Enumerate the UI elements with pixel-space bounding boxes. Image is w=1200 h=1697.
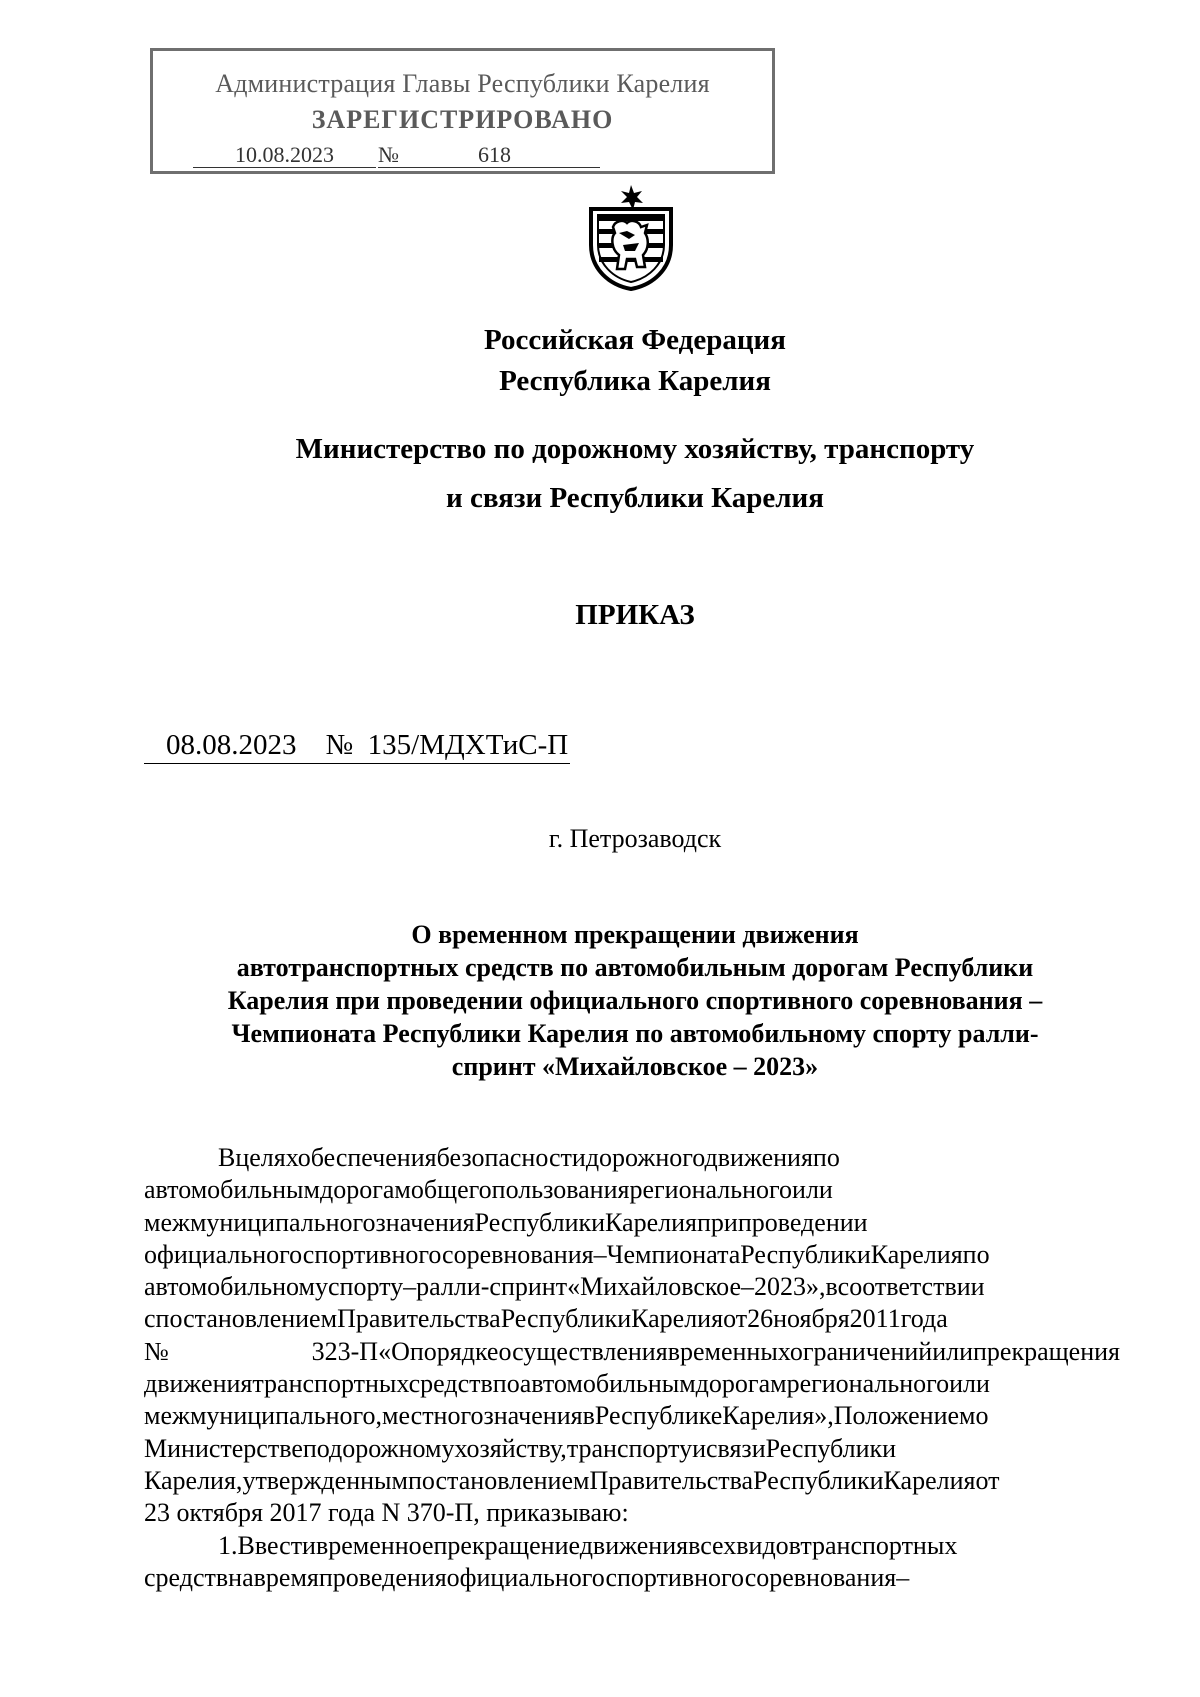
body-line: Карелия,утвержденнымпостановлениемПравительстваРеспубликиКарелияот — [144, 1465, 1000, 1495]
document-type: ПРИКАЗ — [575, 599, 695, 631]
header-country-region — [0, 320, 1200, 402]
coat-of-arms-icon — [583, 183, 679, 291]
body-line: автомобильнымдорогамобщегопользованиярегиональногоили — [144, 1175, 833, 1205]
body-line: Вцеляхобеспечениябезопасностидорожногодвиженияпо — [218, 1143, 840, 1172]
order-body — [144, 1142, 1120, 1594]
stamp-organization: Администрация Главы Республики Карелия — [215, 69, 710, 98]
subject-line: Карелия при проведении официального спортивного соревнования – — [227, 986, 1043, 1015]
body-line: 1.Ввестивременноепрекращениедвижениявсехвидовтранспортных — [218, 1530, 958, 1560]
order-date-number: 08.08.2023 № 135/МДХТиС-П — [144, 727, 570, 764]
stamp-number: 618 — [408, 143, 600, 168]
stamp-number-sign: № — [378, 143, 408, 168]
body-line: спостановлениемПравительстваРеспубликиКарелияот26ноября2011года — [144, 1304, 948, 1334]
body-line: 23 октября 2017 года N 370-П, приказываю: — [144, 1498, 629, 1528]
body-line: автомобильномуспорту–ралли-спринт«Михайловское–2023»,всоответствии — [144, 1272, 985, 1302]
body-line: официальногоспортивногосоревнования–ЧемпионатаРеспубликиКарелияпо — [144, 1239, 990, 1269]
body-line: межмуниципальногозначенияРеспубликиКарелияприпроведении — [144, 1207, 868, 1237]
ministry-line-2: и связи Республики Карелия — [446, 482, 824, 514]
body-line: межмуниципального,местногозначениявРеспубликеКарелия»,Положениемо — [144, 1401, 989, 1431]
body-line: Министерствеподорожномухозяйству,транспортуисвязиРеспублики — [144, 1433, 897, 1463]
body-line: движениятранспортныхсредствпоавтомобильнымдорогамрегиональногоили — [144, 1369, 990, 1399]
body-line: средствнавремяпроведенияофициальногоспортивногосоревнования– — [144, 1562, 910, 1592]
region-name: Республика Карелия — [499, 365, 771, 397]
country-name: Российская Федерация — [484, 324, 786, 356]
ministry-name — [0, 425, 1200, 523]
order-subject — [170, 918, 1100, 1083]
stamp-registered-label: ЗАРЕГИСТРИРОВАНО — [311, 105, 614, 134]
body-line: №323-П«Опорядкеосуществлениявременныхограниченийилипрекращения — [144, 1336, 1120, 1366]
registration-stamp — [150, 48, 775, 174]
subject-line: автотранспортных средств по автомобильным дорогам Республики — [236, 953, 1034, 982]
subject-line: О временном прекращении движения — [411, 920, 859, 949]
stamp-date: 10.08.2023 — [193, 143, 376, 168]
subject-line: Чемпионата Республики Карелия по автомобильному спорту ралли- — [231, 1019, 1039, 1048]
ministry-line-1: Министерство по дорожному хозяйству, транспорту — [295, 433, 975, 465]
subject-line: спринт «Михайловское – 2023» — [451, 1052, 819, 1081]
city: г. Петрозаводск — [548, 824, 722, 853]
